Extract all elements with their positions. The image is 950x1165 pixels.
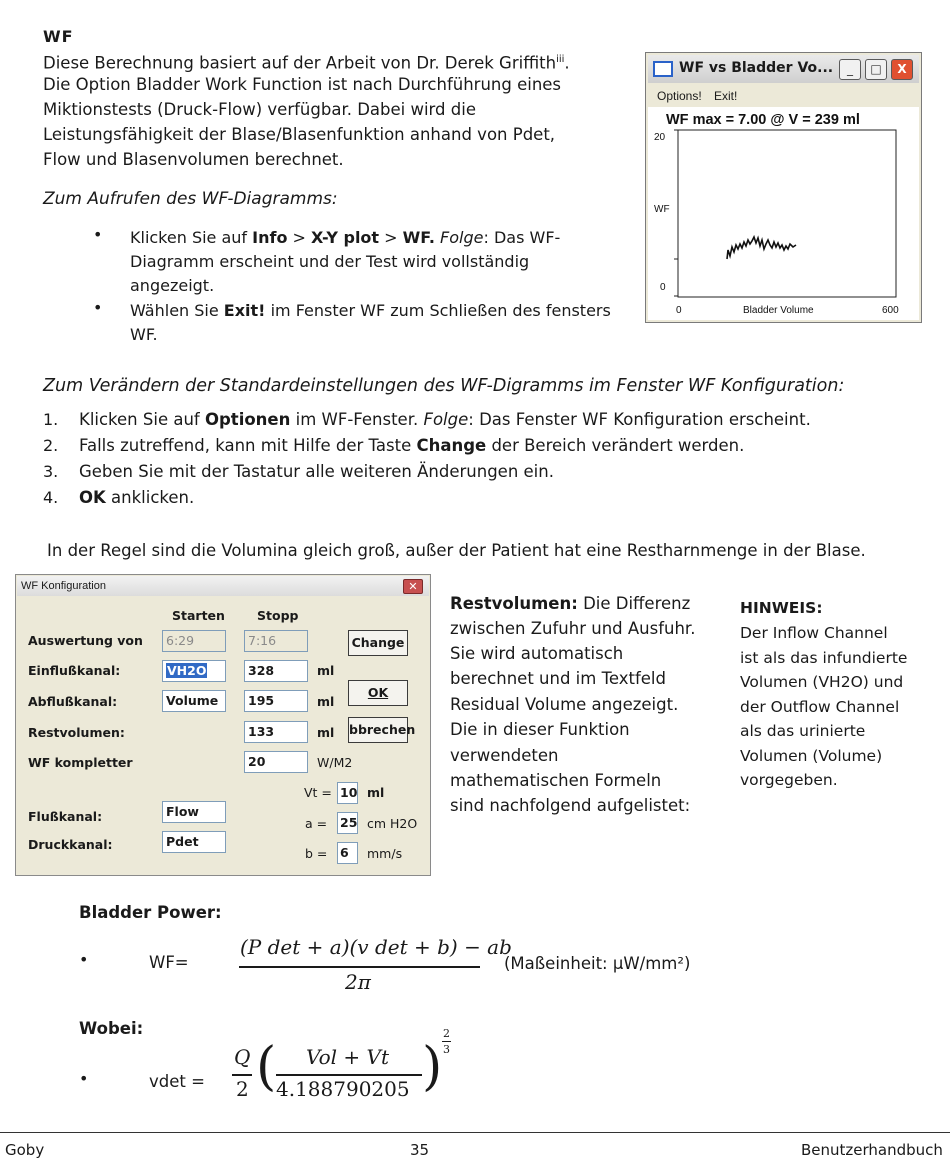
hinweis-title: HINWEIS: (740, 599, 823, 617)
maximize-button[interactable]: □ (865, 59, 887, 80)
druck-label: Druckkanal: (28, 837, 113, 852)
page-number: 35 (410, 1141, 430, 1159)
wf-unit: (Maßeinheit: μW/mm²) (504, 954, 691, 973)
bladder-power-heading: Bladder Power: (79, 903, 222, 922)
vt-value-field[interactable]: 10 (337, 782, 358, 804)
exp-denominator: 3 (443, 1043, 450, 1056)
auswertung-stop-field: 7:16 (244, 630, 308, 652)
window-icon (653, 61, 673, 77)
wf-curve (727, 237, 796, 259)
fluss-channel-field[interactable]: Flow (162, 801, 226, 823)
dialog-close-button[interactable]: ✕ (403, 579, 423, 594)
hinweis-line-7: vorgegeben. (740, 771, 838, 789)
wf-label: WF kompletter (28, 755, 133, 770)
b-unit: mm/s (367, 846, 403, 861)
hinweis-line-6: Volumen (Volume) (740, 747, 883, 765)
formula-bullet: • (79, 1069, 89, 1088)
b-label: b = (305, 846, 328, 861)
vt-label: Vt = (304, 785, 332, 800)
window-menubar (648, 86, 919, 106)
intro-line-1: Diese Berechnung basiert auf der Arbeit von Dr. Derek Griffith$^{iii}$. (43, 53, 570, 73)
intro-line-2: Die Option Bladder Work Function ist nach Durchführung eines (43, 75, 562, 94)
wf-denominator: 2π (345, 970, 371, 994)
unit-wm2: W/M2 (317, 755, 353, 770)
einfluss-channel-field[interactable]: VH2O (162, 660, 226, 682)
auswertung-start-field: 6:29 (162, 630, 226, 652)
wf-plot-svg (648, 107, 919, 320)
wf-plot-area (648, 107, 919, 320)
plot-frame (678, 130, 896, 297)
exp-numerator: 2 (443, 1027, 450, 1040)
abfluss-label: Abflußkanal: (28, 694, 118, 709)
window-title: WF vs Bladder Vo... (679, 60, 834, 76)
ok-button[interactable]: OK (348, 680, 408, 706)
wobei-heading: Wobei: (79, 1019, 144, 1038)
hinweis-line-1: Der Inflow Channel (740, 624, 888, 642)
rest-label: Restvolumen: (28, 725, 125, 740)
x-tick-label-left: 0 (676, 305, 682, 316)
a-label: a = (305, 816, 328, 831)
rest-value-field[interactable]: 133 (244, 721, 308, 743)
wf-value-field[interactable]: 20 (244, 751, 308, 773)
y-tick-label-top: 20 (654, 132, 666, 143)
exp-bar (442, 1041, 451, 1042)
section-heading: WF (43, 27, 74, 46)
vdet-q: Q (234, 1045, 251, 1069)
minimize-button[interactable]: _ (839, 59, 861, 80)
hinweis-line-2: ist als das infundierte (740, 649, 908, 667)
vdet-label: vdet = (149, 1072, 205, 1091)
druck-channel-field[interactable]: Pdet (162, 831, 226, 853)
call-heading: Zum Aufrufen des WF-Diagramms: (43, 189, 338, 209)
footnote-mark: iii (556, 54, 565, 65)
einfluss-label: Einflußkanal: (28, 663, 121, 678)
unit-ml: ml (317, 663, 335, 678)
unit-ml: ml (317, 725, 335, 740)
intro-line-3: Miktionstests (Druck-Flow) verfügbar. Dabei wird die (43, 100, 476, 119)
bullet-dot: • (93, 298, 103, 317)
inner-denominator: 4.188790205 (276, 1077, 410, 1101)
right-paren: ) (422, 1037, 443, 1097)
fluss-label: Flußkanal: (28, 809, 103, 824)
config-heading: Zum Verändern der Standardeinstellungen des WF-Digramms im Fenster WF Konfiguration: (43, 376, 845, 396)
einfluss-value-field[interactable]: 328 (244, 660, 308, 682)
abfluss-value-field[interactable]: 195 (244, 690, 308, 712)
abfluss-channel-field[interactable]: Volume (162, 690, 226, 712)
restvolumen-line-6: Die in dieser Funktion (450, 720, 630, 739)
wf-formula-label: WF= (149, 953, 189, 972)
restvolumen-line-3: Sie wird automatisch (450, 644, 624, 663)
formula-bullet: • (79, 950, 89, 969)
x-axis-label: Bladder Volume (743, 305, 814, 316)
b-value-field[interactable]: 6 (337, 842, 358, 864)
bullet-dot: • (93, 225, 103, 244)
auswertung-label: Auswertung von (28, 633, 143, 648)
vdet-q-bar (232, 1074, 252, 1076)
a-unit: cm H2O (367, 816, 418, 831)
wf-config-dialog (15, 574, 431, 876)
hinweis-line-5: als das urinierte (740, 722, 866, 740)
dialog-titlebar[interactable] (17, 576, 429, 596)
rule-text: In der Regel sind die Volumina gleich groß, außer der Patient hat eine Restharnmenge in der Blase. (47, 541, 866, 560)
menu-exit[interactable]: Exit! (714, 89, 738, 103)
vdet-two: 2 (236, 1077, 249, 1101)
change-button[interactable]: Change (348, 630, 408, 656)
unit-ml: ml (317, 694, 335, 709)
window-titlebar[interactable] (648, 55, 919, 83)
restvolumen-line-2: zwischen Zufuhr und Ausfuhr. (450, 619, 696, 638)
restvolumen-line-9: sind nachfolgend aufgelistet: (450, 796, 691, 815)
restvolumen-line-1: Restvolumen: Die Differenz (450, 594, 691, 613)
wf-plot-window (645, 52, 922, 323)
intro-line-4: Leistungsfähigkeit der Blase/Blasenfunktion anhand von Pdet, (43, 125, 556, 144)
left-paren: ( (256, 1037, 277, 1097)
x-tick-label-right: 600 (882, 305, 899, 316)
wf-numerator: (P det + a)(v det + b) − ab (240, 935, 512, 959)
close-button[interactable]: X (891, 59, 913, 80)
inner-numerator: Vol + Vt (306, 1045, 389, 1069)
dialog-title: WF Konfiguration (21, 580, 106, 592)
menu-options[interactable]: Options! (657, 89, 702, 103)
a-value-field[interactable]: 25 (337, 812, 358, 834)
info-link: Info (252, 228, 288, 247)
restvolumen-line-7: verwendeten (450, 746, 559, 765)
footer-rule (0, 1132, 950, 1133)
cancel-button[interactable]: bbrechen (348, 717, 408, 743)
col-start-header: Starten (172, 608, 225, 623)
wf-fraction-bar (239, 966, 480, 968)
hinweis-line-4: der Outflow Channel (740, 698, 900, 716)
hinweis-line-3: Volumen (VH2O) und (740, 673, 904, 691)
restvolumen-line-8: mathematischen Formeln (450, 771, 662, 790)
footer-right: Benutzerhandbuch (801, 1141, 943, 1159)
col-stop-header: Stopp (257, 608, 299, 623)
restvolumen-line-5: Residual Volume angezeigt. (450, 695, 679, 714)
footer-left: Goby (5, 1141, 45, 1159)
unit-ml: ml (367, 785, 385, 800)
wf-readout: WF max = 7.00 @ V = 239 ml (666, 112, 860, 128)
inner-fraction-bar (276, 1074, 422, 1076)
y-axis-label: WF (654, 204, 670, 215)
intro-line-5: Flow und Blasenvolumen berechnet. (43, 150, 344, 169)
restvolumen-line-4: berechnet und im Textfeld (450, 669, 666, 688)
y-tick-label-bottom: 0 (660, 282, 666, 293)
